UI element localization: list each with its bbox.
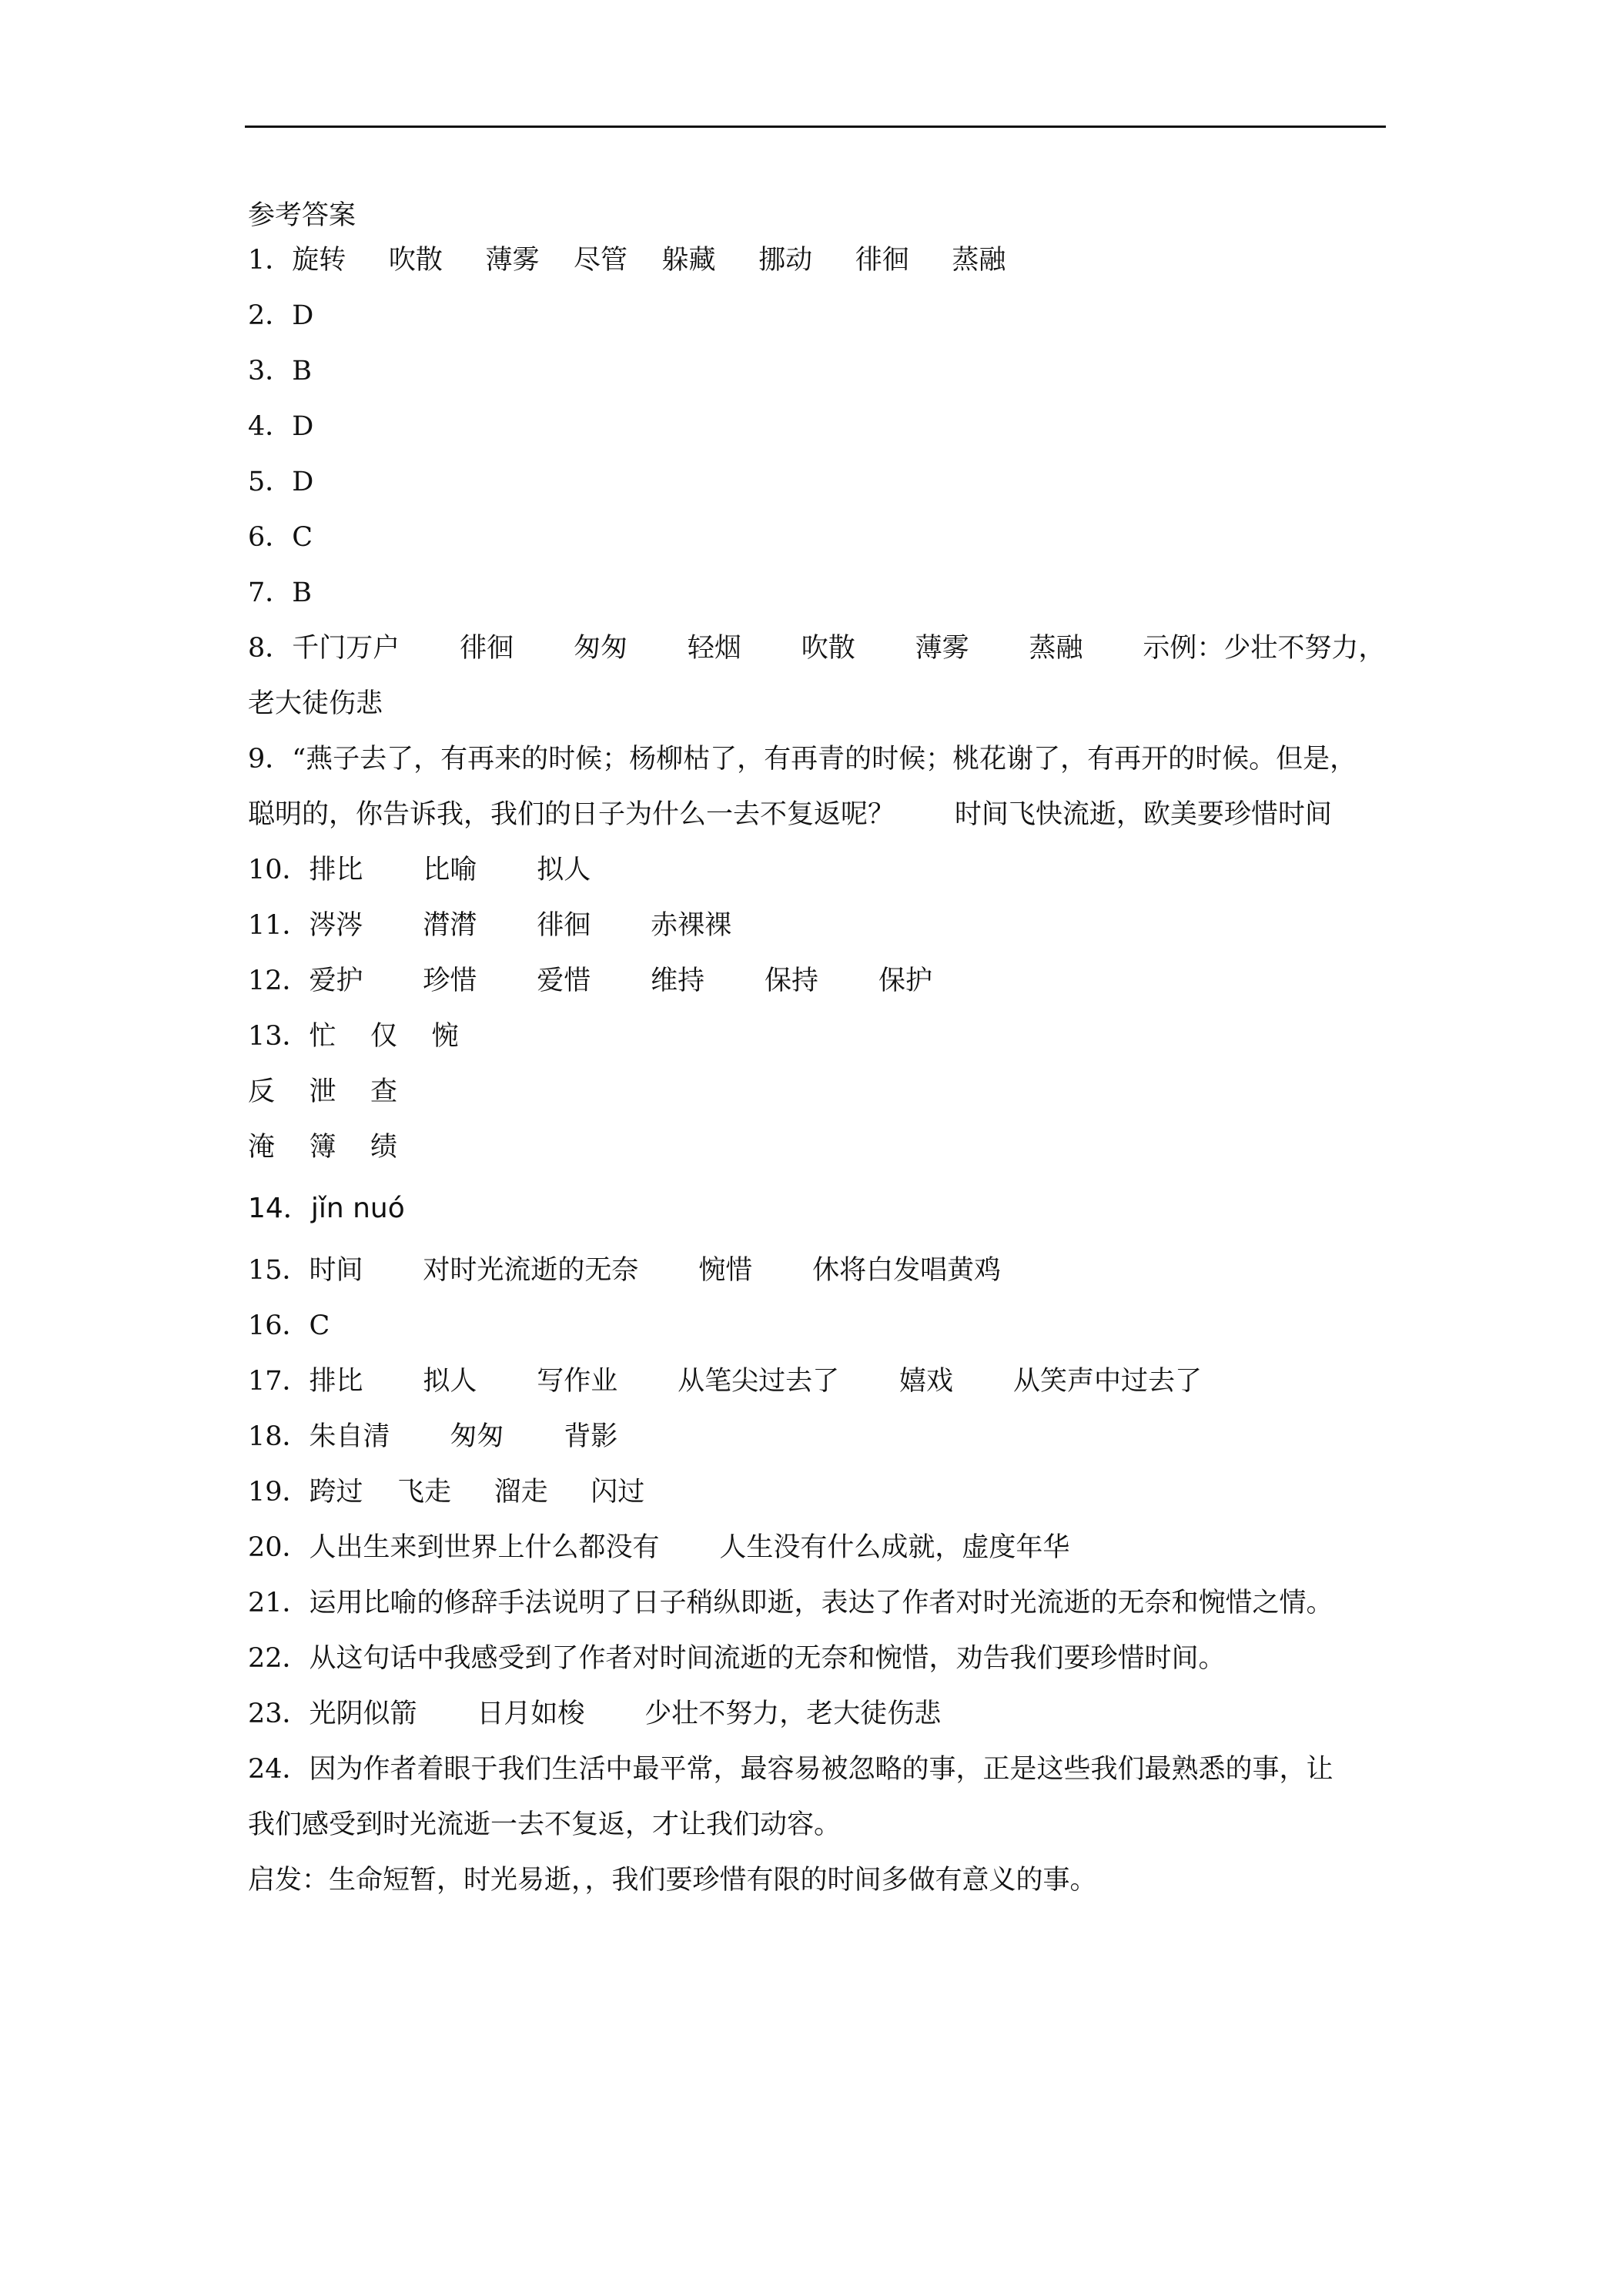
answer-text: 千门万户 徘徊 匆匆 轻烟 吹散 薄雾 蒸融 示例：少壮不努力， [292, 633, 1386, 664]
answer-line [248, 399, 1395, 454]
answer-number: 10． [248, 855, 310, 885]
answer-number: 22． [248, 1643, 310, 1674]
answer-number: 1． [248, 245, 293, 276]
answer-number: 7． [248, 577, 293, 608]
answer-line [248, 1009, 1395, 1064]
answer-text: 爱护 珍惜 爱惜 维持 保持 保护 [309, 966, 932, 996]
answer-line [248, 898, 1395, 953]
answer-text: 时间 对时光流逝的无奈 惋惜 休将白发唱黄鸡 [309, 1255, 1002, 1286]
answer-number: 15． [248, 1255, 310, 1286]
answer-number: 2． [248, 300, 293, 331]
answer-line [248, 510, 1395, 565]
answer-text: 朱自清 匆匆 背影 [309, 1421, 618, 1452]
answer-line [248, 1243, 1395, 1298]
answer-text: 光阴似箭 日月如梭 少壮不努力，老大徒伤悲 [309, 1699, 942, 1729]
answer-number: 14． [248, 1193, 311, 1224]
answer-line [248, 1520, 1395, 1575]
answer-heading: 参考答案 [248, 200, 356, 231]
answer-line [248, 1175, 1395, 1243]
answer-line [248, 233, 1395, 288]
answer-number: 5． [248, 467, 293, 497]
answer-line [248, 842, 1395, 898]
answer-text: 排比 拟人 写作业 从笔尖过去了 嬉戏 从笑声中过去了 [309, 1366, 1202, 1397]
answer-line [248, 1298, 1395, 1354]
answer-content [248, 199, 1395, 1908]
answer-text: 涔涔 潸潸 徘徊 赤裸裸 [309, 910, 732, 941]
answer-line [248, 1354, 1395, 1409]
answer-number: 17． [248, 1366, 310, 1397]
answer-text: 启发：生命短暂，时光易逝，，我们要珍惜有限的时间多做有意义的事。 [248, 1865, 1097, 1896]
answer-line [248, 1853, 1395, 1908]
answer-line [248, 676, 1395, 731]
answer-line [248, 1464, 1395, 1520]
answer-line [248, 787, 1395, 842]
answer-text: C [292, 522, 313, 553]
answer-number: 8． [248, 633, 293, 664]
answer-text: 我们感受到时光流逝一去不复返，才让我们动容。 [248, 1809, 842, 1840]
answer-text: 老大徒伤悲 [248, 688, 383, 719]
answer-list [248, 233, 1395, 1908]
answer-number: 16． [248, 1310, 310, 1341]
answer-line [248, 1575, 1395, 1631]
answer-number: 23． [248, 1699, 310, 1729]
answer-line [248, 1742, 1395, 1797]
answer-line [248, 454, 1395, 510]
answer-line [248, 1797, 1395, 1853]
answer-number: 13． [248, 1021, 310, 1052]
answer-text: 忙 仅 惋 [309, 1021, 459, 1052]
answer-line [248, 1686, 1395, 1742]
answer-number: 3． [248, 356, 293, 387]
answer-number: 21． [248, 1588, 310, 1618]
answer-line [248, 1631, 1395, 1686]
answer-line [248, 565, 1395, 621]
answer-text: 淹 簿 绩 [248, 1132, 398, 1163]
answer-text: 因为作者着眼于我们生活中最平常，最容易被忽略的事，正是这些我们最熟悉的事，让 [309, 1754, 1334, 1785]
answer-text: 从这句话中我感受到了作者对时间流逝的无奈和惋惜，劝告我们要珍惜时间。 [309, 1643, 1226, 1674]
answer-line [248, 1409, 1395, 1464]
answer-number: 11． [248, 910, 310, 941]
answer-number: 24． [248, 1754, 310, 1785]
answer-text: jǐn nuó [310, 1193, 405, 1224]
answer-line [248, 343, 1395, 399]
answer-text: D [292, 467, 314, 497]
answer-text: 反 泄 查 [248, 1076, 398, 1107]
answer-number: 18． [248, 1421, 310, 1452]
answer-line [248, 288, 1395, 343]
answer-text: 跨过 飞走 溜走 闪过 [309, 1477, 645, 1508]
answer-text: 运用比喻的修辞手法说明了日子稍纵即逝，表达了作者对时光流逝的无奈和惋惜之情。 [309, 1588, 1334, 1618]
answer-text: 排比 比喻 拟人 [309, 855, 591, 885]
answer-line [248, 621, 1395, 676]
answer-number: 4． [248, 411, 293, 442]
answer-text: “燕子去了，有再来的时候；杨柳枯了，有再青的时候；桃花谢了，有再开的时候。但是， [292, 744, 1357, 775]
answer-text: 人出生来到世界上什么都没有 人生没有什么成就，虚度年华 [309, 1532, 1070, 1563]
answer-text: D [292, 411, 314, 442]
answer-line [248, 1064, 1395, 1120]
answer-text: B [292, 356, 313, 387]
answer-text: 旋转 吹散 薄雾 尽管 躲藏 挪动 徘徊 蒸融 [292, 245, 1006, 276]
answer-text: C [309, 1310, 330, 1341]
answer-number: 12． [248, 966, 310, 996]
answer-text: 聪明的，你告诉我，我们的日子为什么一去不复返呢？ 时间飞快流逝，欧美要珍惜时间 [248, 799, 1332, 830]
answer-line [248, 1120, 1395, 1175]
answer-text: B [292, 577, 313, 608]
answer-number: 9． [248, 744, 293, 775]
header-rule [245, 126, 1386, 128]
answer-line [248, 731, 1395, 787]
answer-line [248, 953, 1395, 1009]
answer-number: 6． [248, 522, 293, 553]
answer-number: 19． [248, 1477, 310, 1508]
answer-text: D [292, 300, 314, 331]
answer-number: 20． [248, 1532, 310, 1563]
